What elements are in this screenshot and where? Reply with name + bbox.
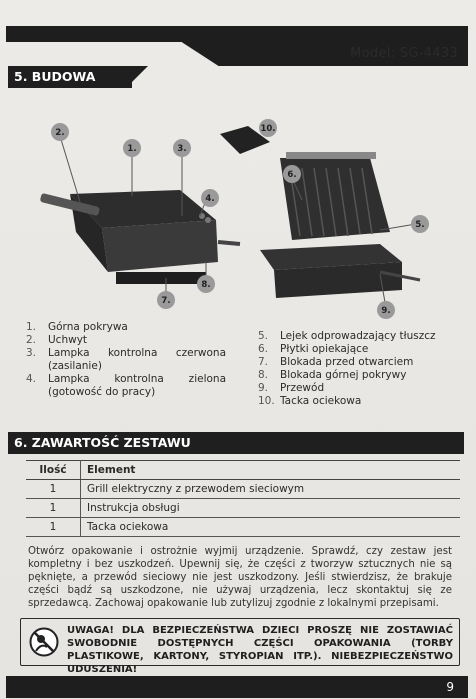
model-label: Model: SG-4433 <box>350 46 458 61</box>
callout-9-text: 9. <box>381 306 391 316</box>
table-row: 1 Tacka ociekowa <box>26 518 460 537</box>
callout-5-text: 5. <box>415 220 425 230</box>
callout-10-text: 10. <box>260 124 276 134</box>
table-row: 1 Instrukcja obsługi <box>26 499 460 518</box>
column-header-quantity: Ilość <box>26 461 81 480</box>
table-header-row <box>26 461 460 480</box>
callout-4-text: 4. <box>205 194 215 204</box>
no-child-suffocation-icon <box>29 627 59 657</box>
list-item: 2. Uchwyt <box>26 334 88 346</box>
unpacking-instructions: Otwórz opakowanie i ostrożnie wyjmij urządzenie. Sprawdź, czy zestaw jest kompletny i bez uszkodzeń. Upewnij się, że części z tworzyw sztucznych nie są pęknięte, a przewód sieciowy nie jest uszkodzony. Jeśli stwierdzisz, że brakuje części bądź są uszkodzone, nie używaj urządzenia, lecz skontaktuj się ze sprzedawcą. Zachowaj opakowanie lub zutylizuj zgodnie z lokalnymi przepisami. <box>28 546 452 609</box>
list-item: 8. Blokada górnej pokrywy <box>258 369 407 381</box>
parts-list-left <box>26 321 226 399</box>
list-item: 6. Płytki opiekające <box>258 343 369 355</box>
section-title-budowa: 5. BUDOWA <box>8 66 132 88</box>
callout-6-text: 6. <box>287 170 297 180</box>
warning-text: UWAGA! DLA BEZPIECZEŃSTWA DZIECI PROSZĘ NIE ZOSTAWIAĆ SWOBODNIE DOSTĘPNYCH CZĘŚCI OPAKOWANIA (TORBY PLASTIKOWE, KARTONY, STYROPIAN ITP.). NIEBEZPIECZEŃSTWO UDUSZENIA! <box>67 625 453 675</box>
section-title-zawartosc: 6. ZAWARTOŚĆ ZESTAWU <box>8 432 464 454</box>
parts-list-right <box>258 330 458 408</box>
grill-diagram <box>30 112 450 322</box>
column-header-element: Element <box>81 461 461 480</box>
list-item: 4. Lampka kontrolna zielona (gotowość do pracy) <box>26 373 226 398</box>
list-item: 3. Lampka kontrolna czerwona (zasilanie) <box>26 347 226 372</box>
callout-7-text: 7. <box>161 296 171 306</box>
callout-3-text: 3. <box>177 144 187 154</box>
footer-band <box>6 676 468 698</box>
contents-table <box>26 460 460 537</box>
list-item: 7. Blokada przed otwarciem <box>258 356 414 368</box>
callout-2-text: 2. <box>55 128 65 138</box>
page-number: 9 <box>446 680 454 694</box>
list-item: 1. Górna pokrywa <box>26 321 128 333</box>
section-title-tail <box>126 66 148 88</box>
list-item: 10. Tacka ociekowa <box>258 395 362 407</box>
table-row: 1 Grill elektryczny z przewodem sieciowym <box>26 480 460 499</box>
warning-box <box>20 618 460 675</box>
list-item: 9. Przewód <box>258 382 325 394</box>
callout-8-text: 8. <box>201 280 211 290</box>
callout-1-text: 1. <box>127 144 137 154</box>
list-item: 5. Lejek odprowadzający tłuszcz <box>258 330 436 342</box>
